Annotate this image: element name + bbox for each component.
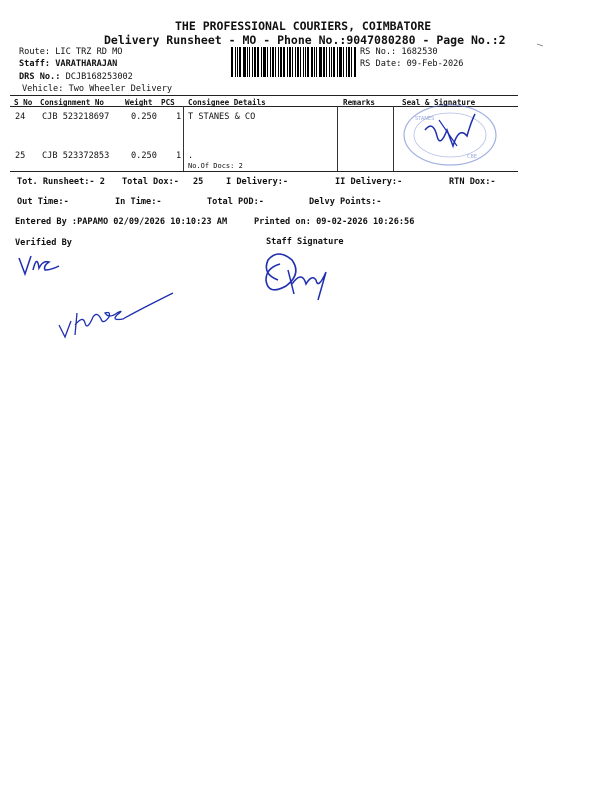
row2-weight: 0.250	[131, 151, 157, 161]
barcode-bar	[231, 47, 233, 77]
barcode-bar	[249, 47, 250, 77]
table-top-rule	[10, 95, 518, 96]
barcode-bar	[267, 47, 268, 77]
barcode-bar	[314, 47, 315, 77]
th-seal-signature: Seal & Signature	[402, 98, 476, 107]
barcode-bar	[247, 47, 248, 77]
staff-signature	[258, 250, 338, 305]
barcode-bar	[300, 47, 301, 77]
barcode-bar	[261, 47, 262, 77]
row2-consignment: CJB 523372853	[42, 151, 110, 161]
svg-text:CBE: CBE	[467, 154, 478, 160]
corner-mark	[535, 38, 547, 50]
col-divider-1	[183, 106, 184, 171]
verifier-initials	[15, 250, 65, 280]
barcode-bar	[323, 47, 325, 77]
total-pod: Total POD:-	[207, 197, 264, 207]
th-weight: Weight	[125, 98, 153, 107]
barcode-bar	[343, 47, 344, 77]
barcode-bar	[354, 47, 356, 77]
printed-on: Printed on: 09-02-2026 10:26:56	[254, 217, 415, 227]
barcode-bar	[272, 47, 274, 77]
barcode-bar	[339, 47, 342, 77]
svg-text:STANES: STANES	[415, 116, 435, 122]
row1-consignee: T STANES & CO	[188, 112, 256, 122]
barcode-bar	[243, 47, 246, 77]
barcode-bar	[333, 47, 335, 77]
entered-by: Entered By :PAPAMO 02/09/2026 10:10:23 AM	[15, 217, 228, 227]
barcode-bar	[252, 47, 253, 77]
barcode-bar	[303, 47, 304, 77]
route: Route: LIC TRZ RD MO	[19, 47, 123, 57]
row2-doc-count: No.Of Docs: 2	[188, 162, 243, 170]
th-remarks: Remarks	[343, 98, 376, 107]
barcode-bar	[319, 47, 322, 77]
barcode-bar	[329, 47, 330, 77]
out-time: Out Time:-	[17, 197, 69, 207]
barcode-bar	[287, 47, 288, 77]
barcode-bar	[348, 47, 350, 77]
barcode-bar	[235, 47, 236, 77]
barcode-bar	[295, 47, 296, 77]
row1-consignment: CJB 523218697	[42, 112, 110, 122]
barcode-bar	[297, 47, 299, 77]
barcode-bar	[331, 47, 332, 77]
barcode-bar	[237, 47, 238, 77]
drs-line	[19, 72, 133, 82]
row1-pcs: 1	[176, 112, 182, 122]
barcode-bar	[270, 47, 271, 77]
rtn-dox: RTN Dox:-	[449, 177, 496, 187]
barcode-bar	[346, 47, 347, 77]
barcode-bar	[278, 47, 279, 77]
th-consignee: Consignee Details	[188, 98, 266, 107]
row2-consignee: .	[188, 151, 194, 161]
barcode	[231, 47, 357, 77]
col-divider-2	[337, 106, 338, 171]
th-consignment: Consignment No	[40, 98, 105, 107]
handwritten-note	[55, 295, 180, 345]
verified-by-label: Verified By	[15, 238, 72, 248]
rs-number: RS No.: 1682530	[360, 47, 438, 57]
row1-weight: 0.250	[131, 112, 157, 122]
drs-value: DCJB168253002	[65, 72, 133, 82]
barcode-bar	[351, 47, 352, 77]
row2-pcs: 1	[176, 151, 182, 161]
delvy-points: Delvy Points:-	[309, 197, 382, 207]
tot-runsheet: Tot. Runsheet:- 2	[17, 177, 105, 187]
barcode-bar	[275, 47, 276, 77]
company-name: THE PROFESSIONAL COURIERS, COIMBATORE	[175, 19, 432, 33]
ii-delivery: II Delivery:-	[335, 177, 403, 187]
barcode-bar	[311, 47, 313, 77]
vehicle: Vehicle: Two Wheeler Delivery	[22, 84, 173, 94]
staff-signature-label: Staff Signature	[266, 237, 344, 247]
i-delivery: I Delivery:-	[226, 177, 289, 187]
staff-label: Staff:	[19, 59, 51, 69]
in-time: In Time:-	[115, 197, 162, 207]
barcode-bar	[289, 47, 292, 77]
barcode-bar	[254, 47, 256, 77]
barcode-bar	[257, 47, 259, 77]
barcode-bar	[283, 47, 285, 77]
total-dox-label: Total Dox:-	[122, 177, 179, 187]
runsheet-subtitle: Delivery Runsheet - MO - Phone No.:9047080280 - Page No.:2	[104, 33, 506, 47]
th-sno: S No	[14, 98, 33, 107]
barcode-bar	[316, 47, 317, 77]
total-dox-value: 25	[193, 177, 204, 187]
barcode-bar	[292, 47, 293, 77]
th-pcs: PCS	[161, 98, 175, 107]
row1-sno: 24	[15, 112, 26, 122]
barcode-bar	[326, 47, 327, 77]
col-divider-3	[393, 106, 394, 171]
barcode-bar	[239, 47, 241, 77]
rs-date: RS Date: 09-Feb-2026	[360, 59, 464, 69]
barcode-bar	[307, 47, 309, 77]
barcode-bar	[280, 47, 282, 77]
barcode-bar	[263, 47, 266, 77]
barcode-bar	[305, 47, 306, 77]
drs-label: DRS No.:	[19, 72, 61, 82]
seal-stamp	[395, 100, 505, 175]
barcode-bar	[337, 47, 338, 77]
staff-value: VARATHARAJAN	[55, 59, 118, 69]
staff-line	[19, 59, 117, 69]
row2-sno: 25	[15, 151, 26, 161]
